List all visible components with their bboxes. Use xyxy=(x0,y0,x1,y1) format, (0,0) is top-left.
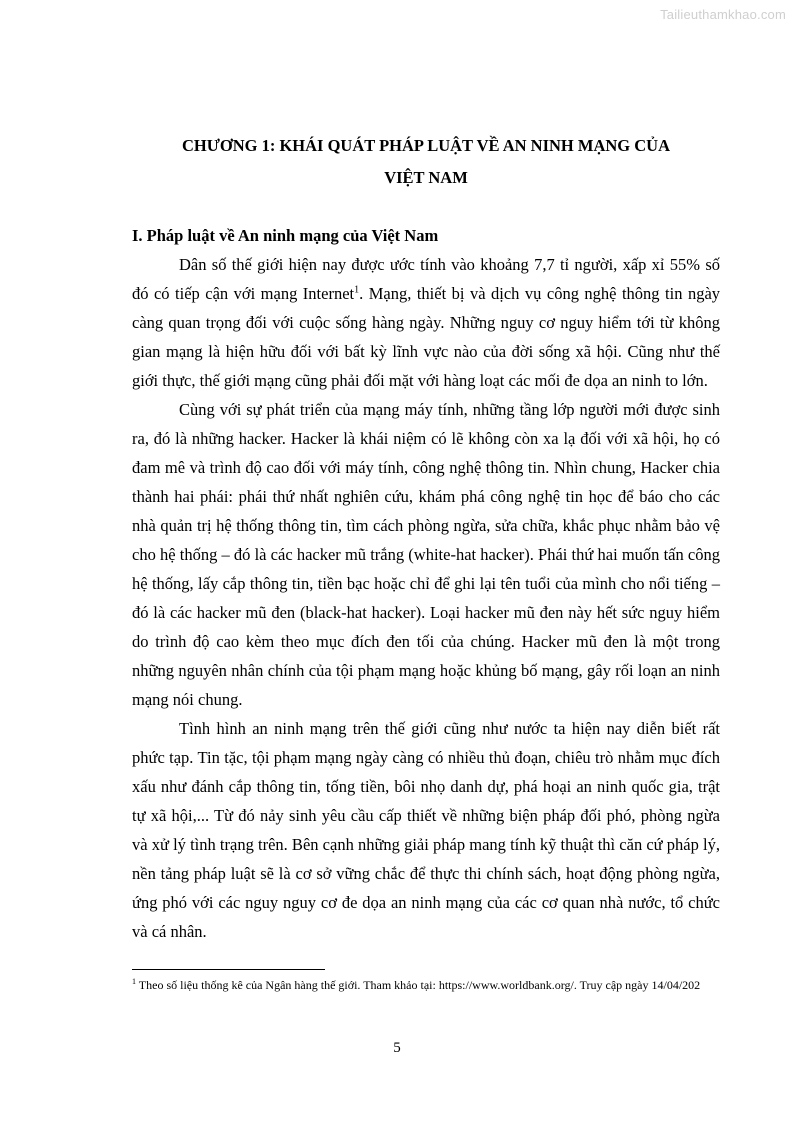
body-text xyxy=(132,250,720,946)
paragraph-3: Tình hình an ninh mạng trên thế giới cũng như nước ta hiện nay diễn biết rất phức tạp. Tin tặc, tội phạm mạng ngày càng có nhiều thủ đoạn, chiêu trò nhằm mục đích xấu như đánh cắp thông tin, tống tiền, bôi nhọ danh dự, phá hoại an ninh quốc gia, trật tự xã hội,... Từ đó nảy sinh yêu cầu cấp thiết về những biện pháp đối phó, phòng ngừa và xử lý tình trạng trên. Bên cạnh những giải pháp mang tính kỹ thuật thì căn cứ pháp lý, nền tảng pháp luật sẽ là cơ sở vững chắc để thực thi chính sách, hoạt động phòng ngừa, ứng phó với các nguy nguy cơ đe dọa an ninh mạng của các cơ quan nhà nước, tổ chức và cá nhân. xyxy=(132,719,720,941)
footnote-marker: 1 xyxy=(132,977,136,986)
watermark: Tailieuthamkhao.com xyxy=(660,7,786,22)
chapter-title-line-2: VIỆT NAM xyxy=(384,168,468,187)
paragraph-1-text-start: Dân số thế giới hiện nay được ước tính vào khoảng 7,7 tỉ người, xấp xỉ 55% số đó có tiếp cận với mạng Internet xyxy=(132,255,720,303)
footnote xyxy=(132,977,720,994)
paragraph-1 xyxy=(132,250,720,395)
page-number: 5 xyxy=(393,1040,401,1056)
chapter-title xyxy=(132,130,720,194)
paragraph-1-text-end: . Mạng, thiết bị và dịch vụ công nghệ thông tin ngày càng quan trọng đối với cuộc sống hàng ngày. Những nguy cơ nguy hiểm tới từ không gian mạng là hiện hữu đối với bất kỳ lĩnh vực nào của đời sống xã hội. Cũng như thế giới thực, thế giới mạng cũng phải đối mặt với hàng loạt các mối đe dọa an ninh to lớn. xyxy=(132,284,721,390)
chapter-title-line-1: CHƯƠNG 1: KHÁI QUÁT PHÁP LUẬT VỀ AN NINH MẠNG CỦA xyxy=(182,136,670,155)
footnote-text: Theo số liệu thống kê của Ngân hàng thế giới. Tham khảo tại: https://www.worldbank.org/. Truy cập ngày 14/04/202 xyxy=(136,978,701,992)
paragraph-2: Cùng với sự phát triển của mạng máy tính, những tầng lớp người mới được sinh ra, đó là những hacker. Hacker là khái niệm có lẽ không còn xa lạ đối với xã hội, họ có đam mê và trình độ cao đối với máy tính, công nghệ thông tin. Nhìn chung, Hacker chia thành hai phái: phái thứ nhất nghiên cứu, khám phá công nghệ tin học để báo cho các nhà quản trị hệ thống thông tin, tìm cách phòng ngừa, sửa chữa, khắc phục nhằm bảo vệ cho hệ thống – đó là các hacker mũ trắng (white-hat hacker). Phái thứ hai muốn tấn công hệ thống, lấy cắp thông tin, tiền bạc hoặc chỉ để ghi lại tên tuổi của mình cho nổi tiếng – đó là các hacker mũ đen (black-hat hacker). Loại hacker mũ đen này hết sức nguy hiểm do trình độ cao kèm theo mục đích đen tối của chúng. Hacker mũ đen là một trong những nguyên nhân chính của tội phạm mạng hoặc khủng bố mạng, gây rối loạn an ninh mạng nói chung. xyxy=(132,400,720,709)
footnote-separator xyxy=(132,969,325,970)
footnote-reference[interactable]: 1 xyxy=(354,284,360,296)
section-heading: I. Pháp luật về An ninh mạng của Việt Nam xyxy=(132,226,439,245)
